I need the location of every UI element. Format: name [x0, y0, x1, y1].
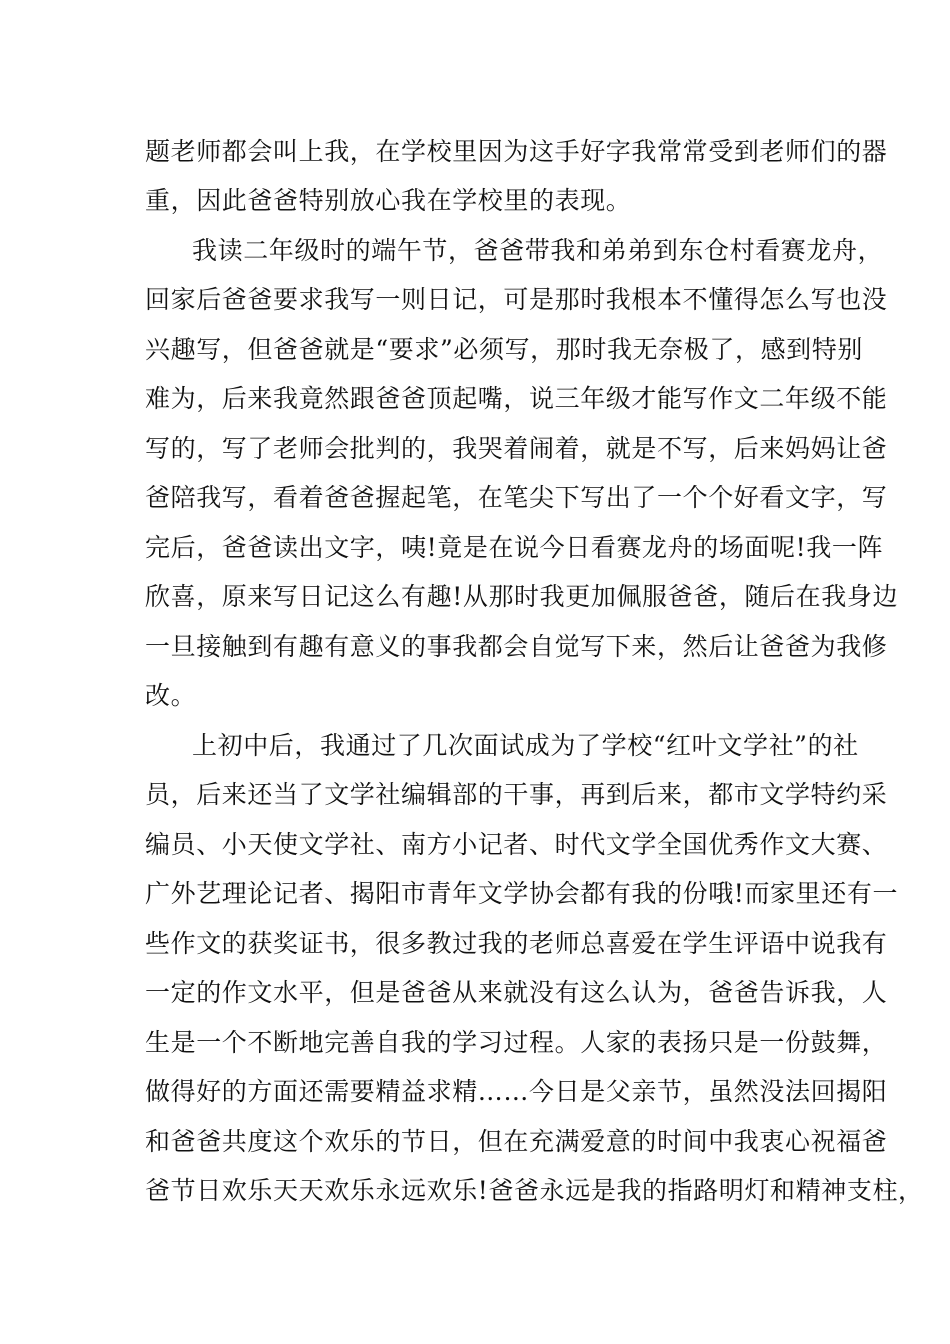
text-line: 回家后爸爸要求我写一则日记，可是那时我根本不懂得怎么写也没: [145, 285, 888, 314]
text-line: 些作文的获奖证书，很多教过我的老师总喜爱在学生评语中说我有: [145, 929, 888, 958]
paragraph-start-line: 我读二年级时的端午节，爸爸带我和弟弟到东仓村看赛龙舟，: [192, 236, 884, 265]
text-line: 题老师都会叫上我，在学校里因为这手好字我常常受到老师们的器: [145, 137, 888, 166]
text-line: 一定的作文水平，但是爸爸从来就没有这么认为，爸爸告诉我，人: [145, 978, 888, 1007]
text-line: 爸节日欢乐天天欢乐永远欢乐!爸爸永远是我的指路明灯和精神支柱，: [145, 1176, 924, 1205]
text-line: 写的，写了老师会批判的，我哭着闹着，就是不写，后来妈妈让爸: [145, 434, 888, 463]
text-line: 爸陪我写，看着爸爸握起笔，在笔尖下写出了一个个好看文字，写: [145, 483, 888, 512]
text-line: 生是一个不断地完善自我的学习过程。人家的表扬只是一份鼓舞，: [145, 1028, 888, 1057]
text-line: 完后，爸爸读出文字，咦!竟是在说今日看赛龙舟的场面呢!我一阵: [145, 533, 884, 562]
text-line: 欣喜，原来写日记这么有趣!从那时我更加佩服爸爸，随后在我身边: [145, 582, 899, 611]
text-line: 做得好的方面还需要精益求精……今日是父亲节，虽然没法回揭阳: [145, 1077, 888, 1106]
text-line: 重，因此爸爸特别放心我在学校里的表现。: [145, 186, 632, 215]
text-line: 编员、小天使文学社、南方小记者、时代文学全国优秀作文大赛、: [145, 830, 888, 859]
text-line: 兴趣写，但爸爸就是“要求”必须写，那时我无奈极了，感到特别: [145, 335, 863, 364]
text-line: 员，后来还当了文学社编辑部的干事，再到后来，都市文学特约采: [145, 780, 888, 809]
text-line: 广外艺理论记者、揭阳市青年文学协会都有我的份哦!而家里还有一: [145, 879, 899, 908]
text-line: 一旦接触到有趣有意义的事我都会自觉写下来，然后让爸爸为我修: [145, 632, 888, 661]
text-line: 难为，后来我竟然跟爸爸顶起嘴，说三年级才能写作文二年级不能: [145, 384, 888, 413]
text-line: 和爸爸共度这个欢乐的节日，但在充满爱意的时间中我衷心祝福爸: [145, 1127, 888, 1156]
text-line: 改。: [145, 681, 197, 710]
paragraph-start-line: 上初中后，我通过了几次面试成为了学校“红叶文学社”的社: [192, 731, 859, 760]
